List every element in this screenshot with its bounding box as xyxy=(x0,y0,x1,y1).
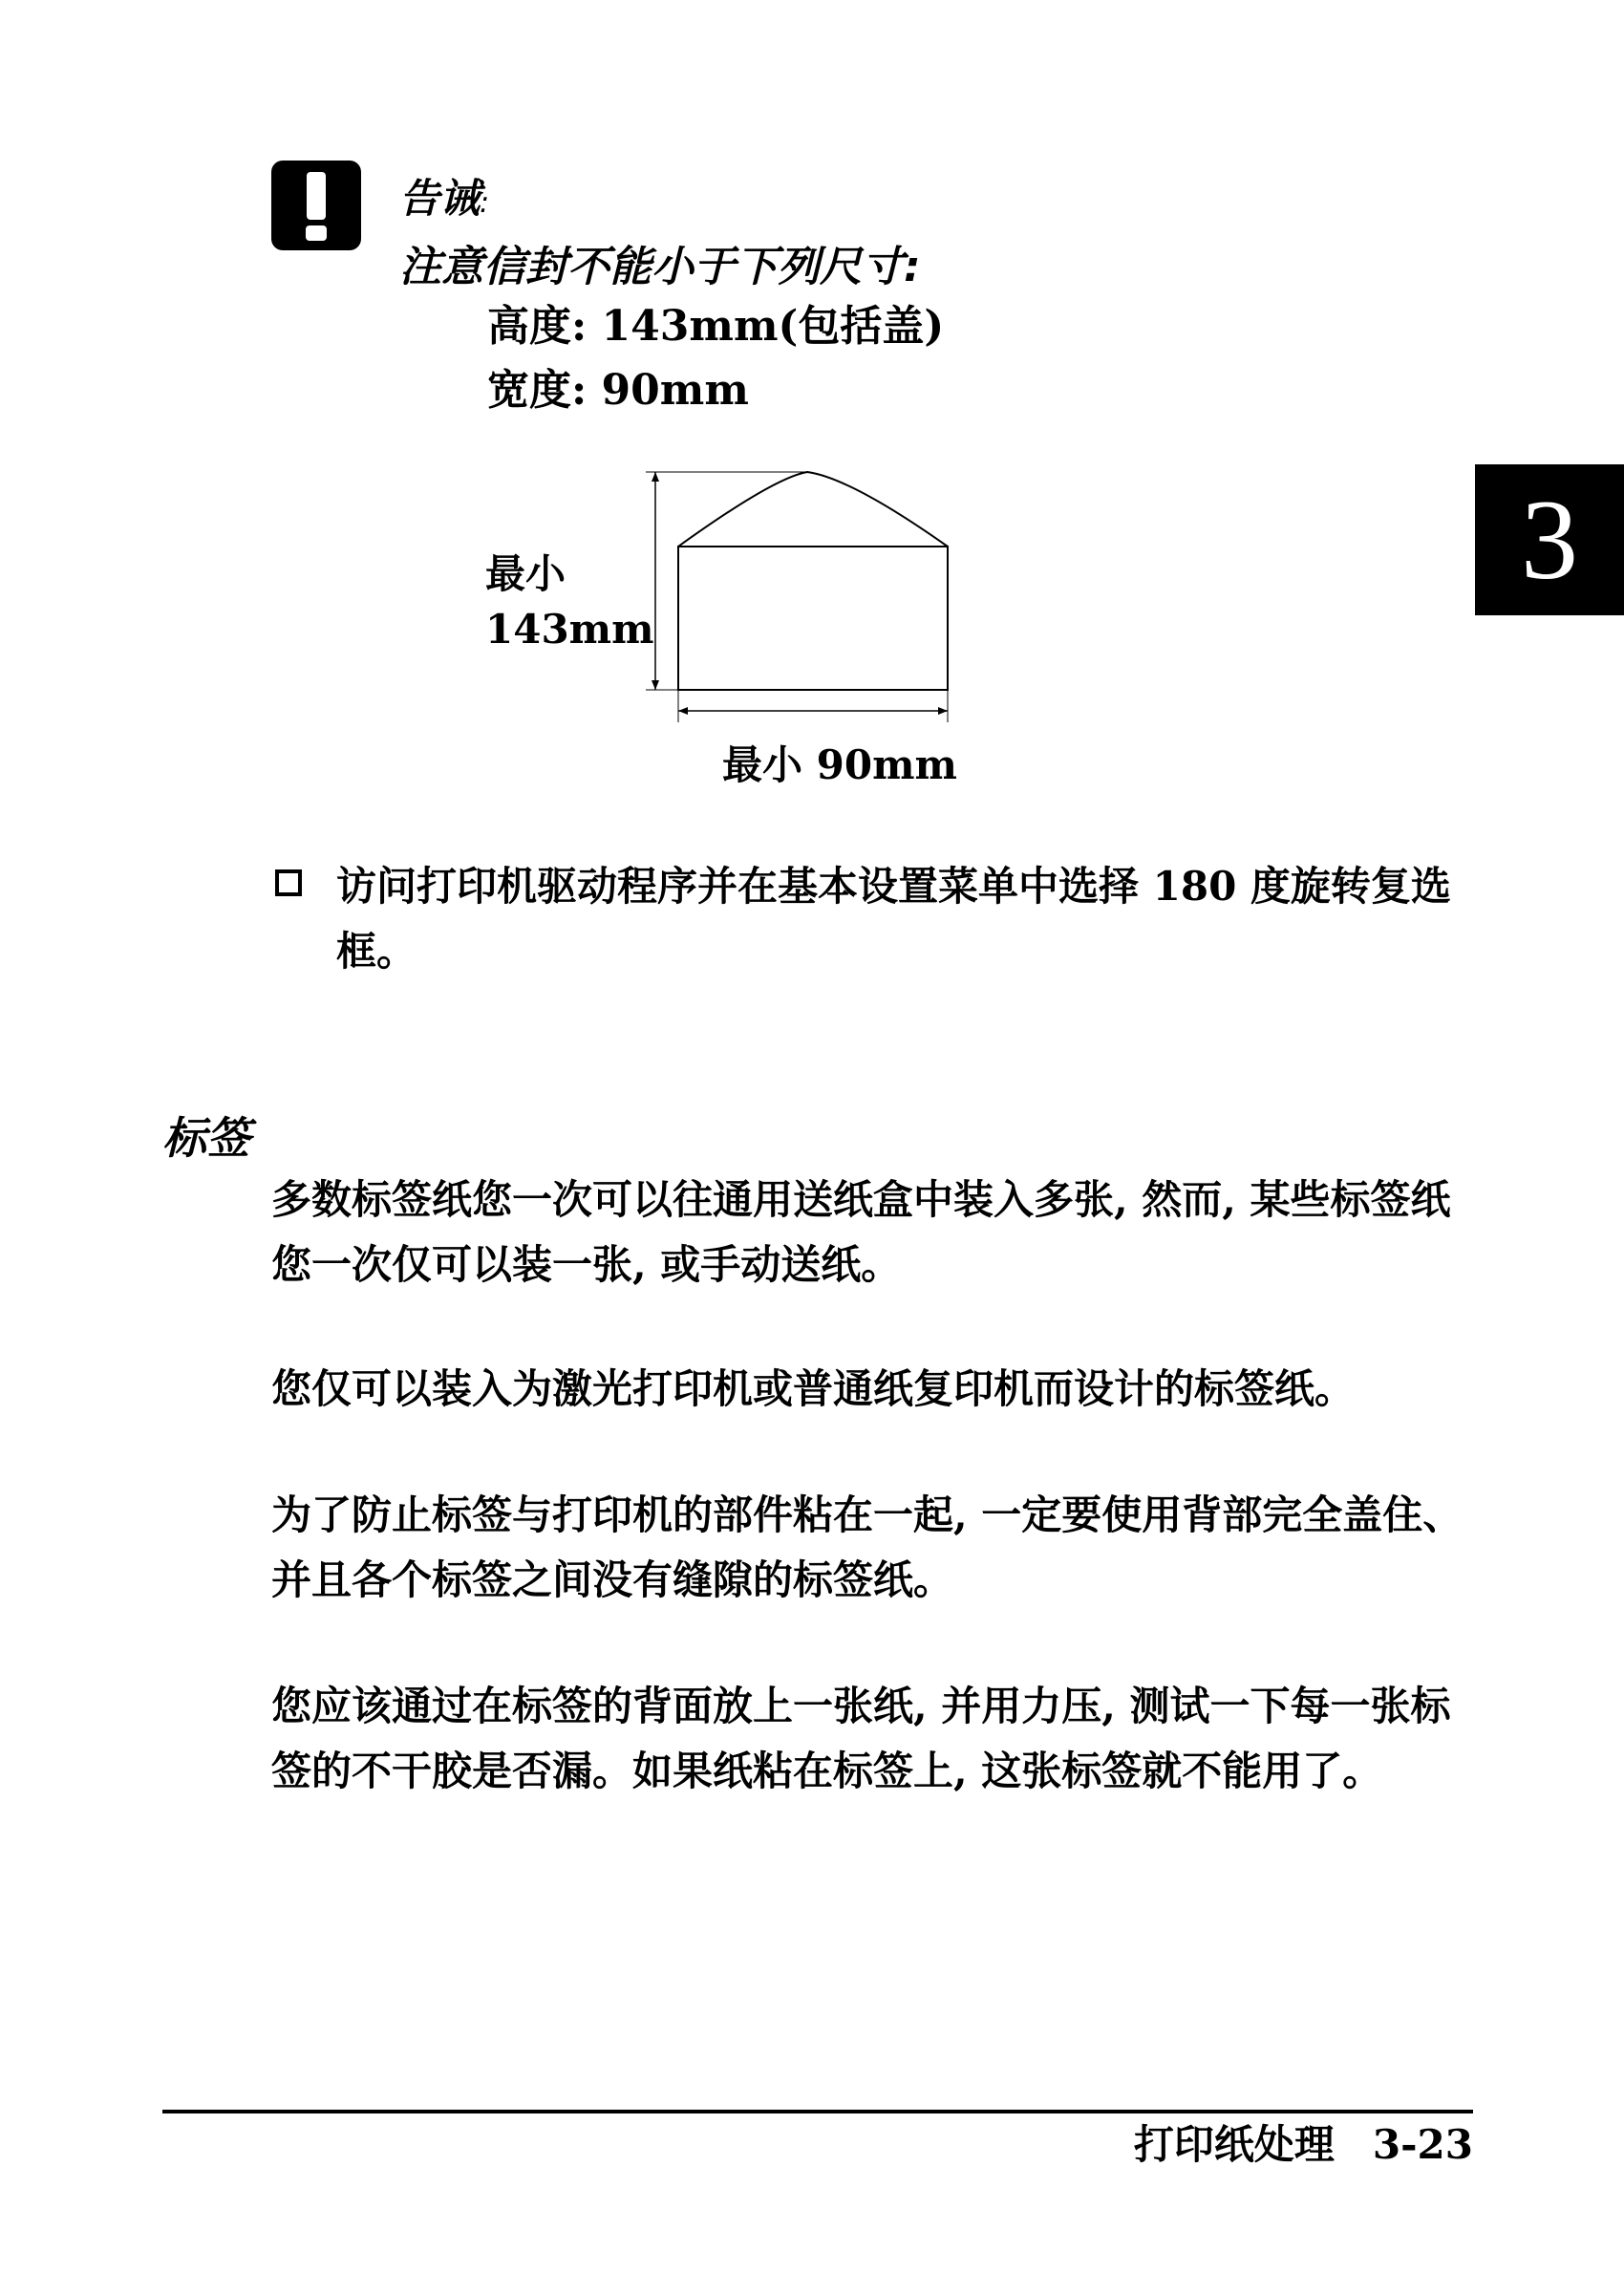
exclamation-icon xyxy=(271,161,361,250)
paragraph: 为了防止标签与打印机的部件粘在一起, 一定要使用背部完全盖住、并且各个标签之间没有缝隙的标签纸。 xyxy=(271,1491,1464,1603)
envelope-height-value: 143mm xyxy=(485,606,654,653)
checkbox-bullet-icon xyxy=(275,869,302,896)
footer-title: 打印纸处理 xyxy=(1133,2121,1335,2168)
dimension-height: 高度: 143mm(包括盖) xyxy=(487,302,945,351)
paragraph: 您应该通过在标签的背面放上一张纸, 并用力压, 测试一下每一张标签的不干胶是否漏。如果纸粘在标签上, 这张标签就不能用了。 xyxy=(271,1683,1451,1794)
envelope-width-label: 最小 90mm xyxy=(722,741,957,788)
chapter-tab: 3 xyxy=(1475,464,1624,615)
dimension-width: 宽度: 90mm xyxy=(487,366,749,415)
section-title: 标签 xyxy=(162,1112,250,1164)
paragraph: 您仅可以装入为激光打印机或普通纸复印机而设计的标签纸。 xyxy=(271,1365,1356,1412)
warning-label: 告诫: xyxy=(399,175,490,222)
bullet-text: 访问打印机驱动程序并在基本设置菜单中选择 180 度旋转复选框。 xyxy=(336,863,1451,975)
paragraph: 多数标签纸您一次可以往通用送纸盒中装入多张, 然而, 某些标签纸您一次仅可以装一张, 或手动送纸。 xyxy=(271,1176,1451,1288)
footer xyxy=(1013,2113,1473,2171)
envelope-min-label: 最小 xyxy=(485,550,566,597)
envelope-diagram xyxy=(630,459,974,726)
warning-text: 注意信封不能小于下列尺寸: xyxy=(399,243,921,291)
page-number: 3-23 xyxy=(1372,2121,1473,2168)
